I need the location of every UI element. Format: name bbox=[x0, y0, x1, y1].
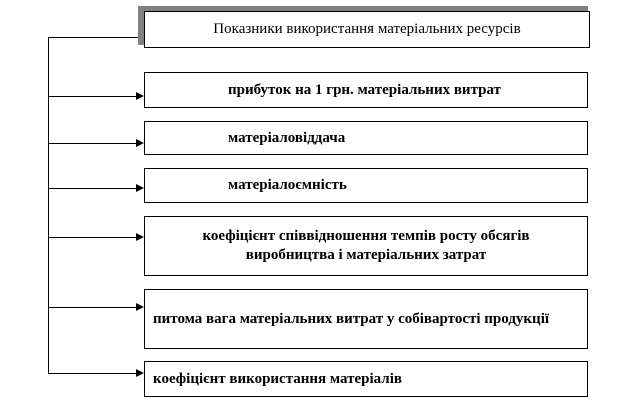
indicator-box bbox=[144, 168, 588, 203]
arrow-icon bbox=[136, 369, 144, 377]
indicator-box bbox=[144, 361, 588, 397]
indicator-text: матеріаловіддача bbox=[228, 129, 346, 146]
connector-branch bbox=[48, 143, 136, 144]
indicator-text: питома вага матеріальних витрат у собівартості продукції bbox=[153, 310, 550, 327]
connector-branch bbox=[48, 373, 136, 374]
indicator-text: коефіцієнт співвідношення темпів росту обсягів виробництва і матеріальних затрат bbox=[202, 228, 530, 263]
arrow-icon bbox=[136, 303, 144, 311]
arrow-icon bbox=[136, 92, 144, 100]
connector-title-link bbox=[48, 37, 144, 38]
title-text: Показники використання матеріальних ресурсів bbox=[213, 21, 521, 37]
connector-branch bbox=[48, 96, 136, 97]
title-box bbox=[144, 11, 590, 48]
indicator-text: прибуток на 1 грн. матеріальних витрат bbox=[228, 81, 501, 98]
connector-trunk bbox=[48, 37, 49, 374]
indicator-box bbox=[144, 289, 588, 349]
indicator-box bbox=[144, 72, 588, 108]
connector-branch bbox=[48, 237, 136, 238]
indicator-box bbox=[144, 121, 588, 155]
arrow-icon bbox=[136, 233, 144, 241]
indicator-text: коефіцієнт використання матеріалів bbox=[153, 370, 402, 387]
connector-branch bbox=[48, 188, 136, 189]
indicator-box bbox=[144, 216, 588, 276]
arrow-icon bbox=[136, 139, 144, 147]
indicator-text: матеріалоємність bbox=[228, 177, 347, 193]
arrow-icon bbox=[136, 184, 144, 192]
connector-branch bbox=[48, 307, 136, 308]
